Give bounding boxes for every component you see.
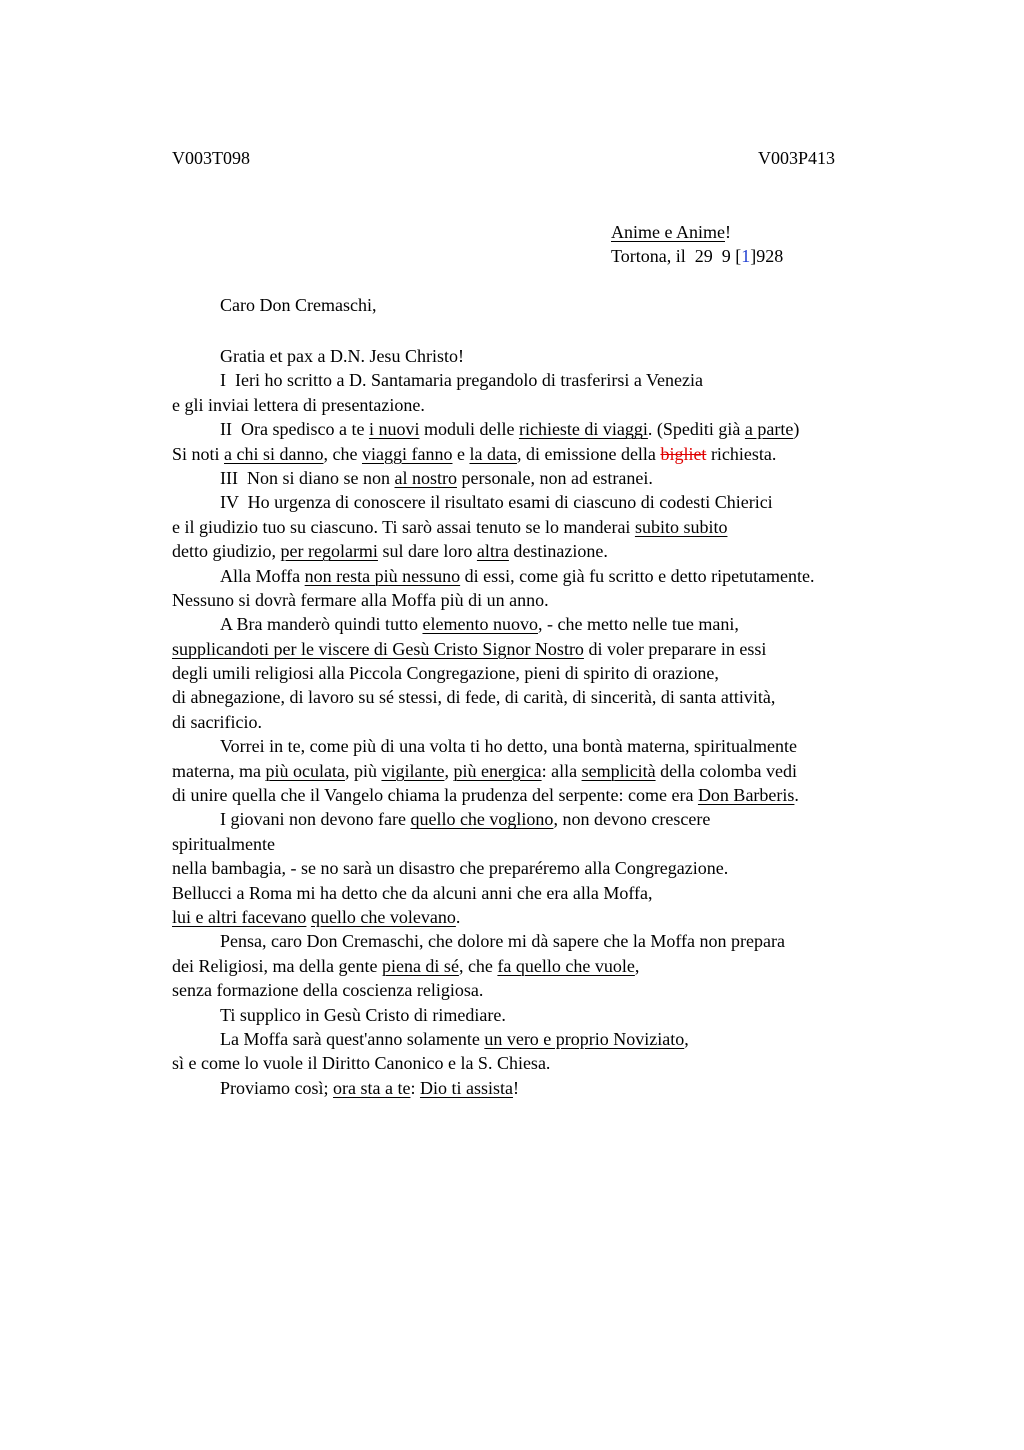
underlined-text: a chi si danno	[224, 443, 324, 464]
line-text: di unire quella che il Vangelo chiama la prudenza del serpente: come era	[172, 785, 698, 806]
document-code-left: V003T098	[172, 148, 250, 168]
underlined-text: altra	[476, 541, 509, 562]
underlined-text: i nuovi	[368, 419, 420, 440]
line-text: I Ieri ho scritto a D. Santamaria pregandolo di trasferirsi a Venezia	[220, 370, 703, 391]
letter-line	[172, 417, 932, 441]
letter-line	[172, 978, 932, 1002]
letter-line	[172, 807, 932, 831]
line-text: nella bambagia, - se no sarà un disastro che preparéremo alla Congregazione.	[172, 858, 729, 879]
line-text: spiritualmente	[172, 833, 275, 854]
line-text: della colomba vedi	[655, 760, 798, 781]
line-text: .	[455, 906, 461, 927]
line-text: di abnegazione, di lavoro su sé stessi, di fede, di carità, di sincerità, di santa attività,	[172, 687, 776, 708]
line-text: Proviamo così;	[220, 1077, 333, 1098]
letter-line	[172, 588, 932, 612]
letter-line	[172, 1051, 932, 1075]
letter-line	[172, 881, 932, 905]
line-text: )	[793, 419, 800, 440]
motto-tail: !	[724, 222, 731, 242]
underlined-text: per regolarmi	[280, 541, 378, 562]
salutation: Caro Don Cremaschi,	[220, 295, 377, 315]
underlined-text: Dio ti assista	[419, 1077, 513, 1098]
dateline-bracket-number: 1	[741, 246, 751, 266]
motto	[611, 222, 731, 243]
line-text: richiesta.	[706, 443, 777, 464]
line-text: Gratia et pax a D.N. Jesu Christo!	[220, 346, 464, 366]
underlined-text: ora sta a te	[333, 1077, 411, 1098]
letter-line	[172, 1027, 932, 1051]
line-text: Alla Moffa	[220, 565, 305, 586]
letter-line	[172, 710, 932, 734]
letter-line	[172, 1076, 932, 1100]
line-text: di sacrificio.	[172, 711, 262, 732]
line-text: !	[512, 1077, 519, 1098]
line-text: di voler preparare in essi	[583, 638, 767, 659]
line-text: Si noti	[172, 443, 225, 464]
letter-line	[172, 832, 932, 856]
line-text: Pensa, caro Don Cremaschi, che dolore mi dà sapere che la Moffa non prepara	[220, 931, 785, 952]
line-text: destinazione.	[508, 541, 608, 562]
line-text: materna, ma	[172, 760, 266, 781]
line-text: Ti supplico in Gesù Cristo di rimediare.	[220, 1004, 506, 1025]
line-text: , non devono crescere	[553, 809, 711, 830]
dateline	[611, 246, 783, 267]
line-text: . (Spediti già	[647, 419, 745, 440]
dateline-pre: Tortona, il 29 9 [	[611, 246, 742, 266]
document-code-right: V003P413	[758, 148, 836, 168]
line-text: , più	[344, 760, 382, 781]
letter-line	[172, 490, 932, 514]
underlined-text: subito subito	[634, 516, 728, 537]
line-text: Vorrei in te, come più di una volta ti ho detto, una bontà materna, spiritualmente	[220, 736, 798, 757]
strikethrough-text: bigliet	[660, 443, 707, 464]
line-text: , che	[323, 443, 362, 464]
line-text: moduli delle	[419, 419, 519, 440]
line-text: , di emissione della	[516, 443, 661, 464]
letter-line	[172, 685, 932, 709]
underlined-text: a parte	[744, 419, 794, 440]
line-text: di essi, come già fu scritto e detto ripetutamente.	[460, 565, 815, 586]
underlined-text: la data	[469, 443, 517, 464]
line-text: degli umili religiosi alla Piccola Congregazione, pieni di spirito di orazione,	[172, 663, 719, 684]
line-text: .	[794, 785, 799, 806]
underlined-text: non resta più nessuno	[304, 565, 461, 586]
line-text: III Non si diano se non	[220, 467, 395, 488]
letter-line	[172, 442, 932, 466]
line-text: IV Ho urgenza di conoscere il risultato esami di ciascuno di codesti Chierici	[220, 492, 773, 513]
letter-line	[172, 564, 932, 588]
letter-line	[172, 954, 932, 978]
line-text: ,	[684, 1028, 689, 1049]
underlined-text: lui e altri facevano	[172, 906, 307, 927]
line-text: Nessuno si dovrà fermare alla Moffa più di un anno.	[172, 589, 549, 610]
line-text: personale, non ad estranei.	[456, 467, 653, 488]
line-text: sul dare loro	[377, 541, 477, 562]
line-text: e il giudizio tuo su ciascuno. Ti sarò assai tenuto se lo manderai	[172, 516, 635, 537]
line-text: e gli inviai lettera di presentazione.	[172, 394, 425, 415]
line-text: La Moffa sarà quest'anno solamente	[220, 1028, 485, 1049]
letter-line	[172, 856, 932, 880]
underlined-text: viaggi fanno	[361, 443, 453, 464]
letter-line	[172, 1003, 932, 1027]
letter-line	[172, 905, 932, 929]
letter-line	[172, 637, 932, 661]
underlined-text: al nostro	[394, 467, 457, 488]
underlined-text: quello che volevano	[310, 906, 456, 927]
motto-underlined: Anime e Anime	[611, 222, 725, 242]
letter-line	[172, 393, 932, 417]
underlined-text: un vero e proprio Noviziato	[484, 1028, 685, 1049]
underlined-text: quello che vogliono	[410, 809, 554, 830]
underlined-text: piena di sé	[381, 955, 459, 976]
letter-line	[172, 515, 932, 539]
letter-body	[172, 344, 932, 1100]
letter-line	[172, 612, 932, 636]
underlined-text: supplicandoti per le viscere di Gesù Cristo Signor Nostro	[172, 638, 584, 659]
underlined-text: elemento nuovo	[422, 614, 538, 635]
letter-line	[172, 661, 932, 685]
line-text: A Bra manderò quindi tutto	[220, 614, 423, 635]
line-text: , - che metto nelle tue mani,	[537, 614, 739, 635]
underlined-text: più oculata	[265, 760, 345, 781]
line-text: , che	[458, 955, 498, 976]
line-text: : alla	[541, 760, 582, 781]
line-text: Bellucci a Roma mi ha detto che da alcuni anni che era alla Moffa,	[172, 882, 653, 903]
line-text: senza formazione della coscienza religiosa.	[172, 980, 484, 1001]
letter-line	[172, 929, 932, 953]
letter-line	[172, 734, 932, 758]
line-text: :	[410, 1077, 420, 1098]
line-text: II Ora spedisco a te	[220, 419, 369, 440]
underlined-text: vigilante	[381, 760, 445, 781]
underlined-text: richieste di viaggi	[518, 419, 648, 440]
line-text: sì e come lo vuole il Diritto Canonico e la S. Chiesa.	[172, 1053, 551, 1074]
dateline-post: ]928	[750, 246, 784, 266]
letter-line	[172, 783, 932, 807]
line-text: detto giudizio,	[172, 541, 281, 562]
underlined-text: fa quello che vuole	[497, 955, 635, 976]
letter-line	[172, 344, 932, 368]
underlined-text: più energica	[453, 760, 542, 781]
letter-line	[172, 466, 932, 490]
line-text: ,	[634, 955, 640, 976]
underlined-text: semplicità	[581, 760, 656, 781]
line-text: ,	[444, 760, 454, 781]
letter-line	[172, 539, 932, 563]
line-text: dei Religiosi, ma della gente	[172, 955, 382, 976]
line-text: e	[452, 443, 470, 464]
letter-line	[172, 759, 932, 783]
line-text: I giovani non devono fare	[220, 809, 411, 830]
letter-line	[172, 368, 932, 392]
underlined-text: Don Barberis	[697, 785, 795, 806]
